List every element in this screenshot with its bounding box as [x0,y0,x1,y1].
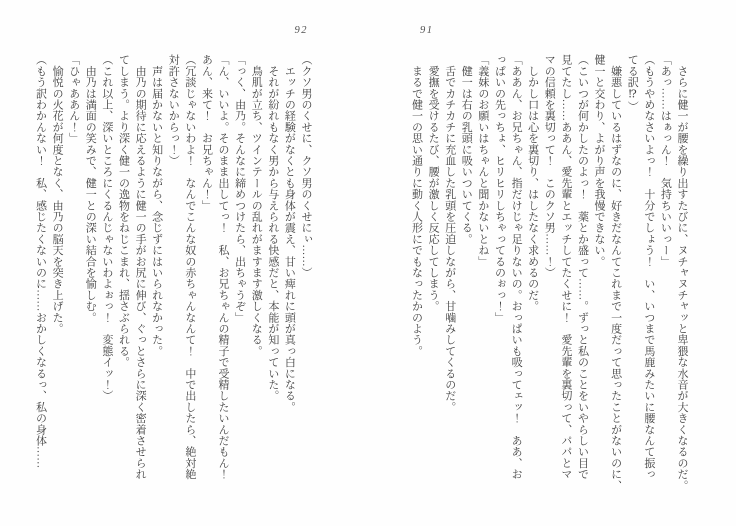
text-line: 見てたし……ああん、愛先輩とエッチしてたくせに！ 愛先輩を裏切って、パパとマ [559,54,572,480]
page-right [407,25,690,491]
page-number-left: 92 [294,25,308,36]
text-line: 舌でカチカチに充血した乳頭を圧迫しながら、甘噛みしてくるのだ。 [443,54,456,413]
text-line: 鳥肌が立ち、ツインテールの乱れがますます激しくなる。 [250,54,263,357]
text-line: 由乃の期待に応えるように健一の手がお尻に伸び、ぐっとさらに深く密着させられ [134,54,147,480]
text-line: 対許さないからっ！） [167,54,180,166]
text-line: てる訳⁉） [626,54,639,112]
page-left [31,25,314,480]
text-line: 「ああん、お兄ちゃん、指だけじゃ足りないの。おっぱいも吸ってェッ！ ああ、お [510,54,523,480]
text-line: しかし口は心を裏切り、はしたなく求めるのだ。 [526,54,539,312]
text-line: 愛撫を受けるたび、腰が激しく反応してしまう。 [427,54,440,312]
text-line: （もうやめなさいよっ！ 十分でしょう！ い、いつまで馬鹿みたいに腰なんて振っ [642,54,655,480]
text-line: 「あっ……はぁっん！ 気持ちいいっー」 [659,54,672,267]
text-line: それが紛れもなく男から与えられる快感だと、本能が知っていた。 [266,54,279,402]
text-line: エッチの経験がなくとも身体が震え、甘い痺れに頭が真っ白になる。 [283,54,296,413]
text-line: 嫌悪しているはずなのに、好きだなんてこれまで一度だって思ったことがないのに、 [609,54,622,491]
text-line: 「ひゃああん！」 [67,54,80,144]
text-line: 声は届かないと知りながら、念じずにはいられなかった。 [150,54,163,357]
text-line: （こいつが何かしたのよっ！ 薬とか盛って……。ずっと私のことをいやらしい目で [576,54,589,480]
text-line: （冗談じゃないわよ！ なんでこんな奴の赤ちゃんなんて！ 中で出したら、絶対絶 [183,54,196,480]
text-line: マの信頼を裏切って！ このクソ男……！） [543,54,556,278]
text-line: （クソ男のくせに、クソ男のくせにぃ……） [300,54,312,278]
text-line: 愉悦の火花が何度となく、由乃の脳天を突き上げた。 [51,54,64,334]
text-line: さらに健一が腰を繰り出すたびに、ヌチャヌチャッと卑猥な水音が大きくなるのだ。 [676,54,688,491]
page-text-left [31,54,314,480]
text-line: （もう訳わかんない！ 私、感じたくないのに……おかしくなるっ、私の身体…… [34,54,47,469]
text-line: 「義妹のお願いはちゃんと聞かないとね」 [476,54,489,267]
text-line: てしまう。より深く健一の逸物をねじこまれ、揺さぶられる。 [117,54,130,368]
text-line: まるで健一の思い通りに動く人形にでもなったかのよう。 [410,54,423,357]
text-line: っぱいの先っちょ、ヒリヒリしちゃってるのぉっ！」 [493,54,506,323]
page-number-right: 91 [420,25,434,36]
text-line: 由乃は満面の笑みで、健一との深い結合を愉しむ。 [84,54,97,323]
text-line: 「ん、いいよ。そのまま出してっ！ 私、お兄ちゃんの精子で受精したいんだもん！ [217,54,230,480]
text-line: 「っく、由乃。そんなに締めつけたら、出ちゃうぞ」 [233,54,246,323]
text-line: （これ以上、深いところにくるんじゃないわよぉっ！ 変態イッ！） [100,54,113,402]
text-line: 健一は右の乳頭に吸いついてくる。 [460,54,473,245]
text-line: 健一と交わり、よがり声を我慢できない。 [593,54,606,267]
text-line: あん、来て！ お兄ちゃん！」 [200,54,213,211]
page-text-right [407,54,690,491]
